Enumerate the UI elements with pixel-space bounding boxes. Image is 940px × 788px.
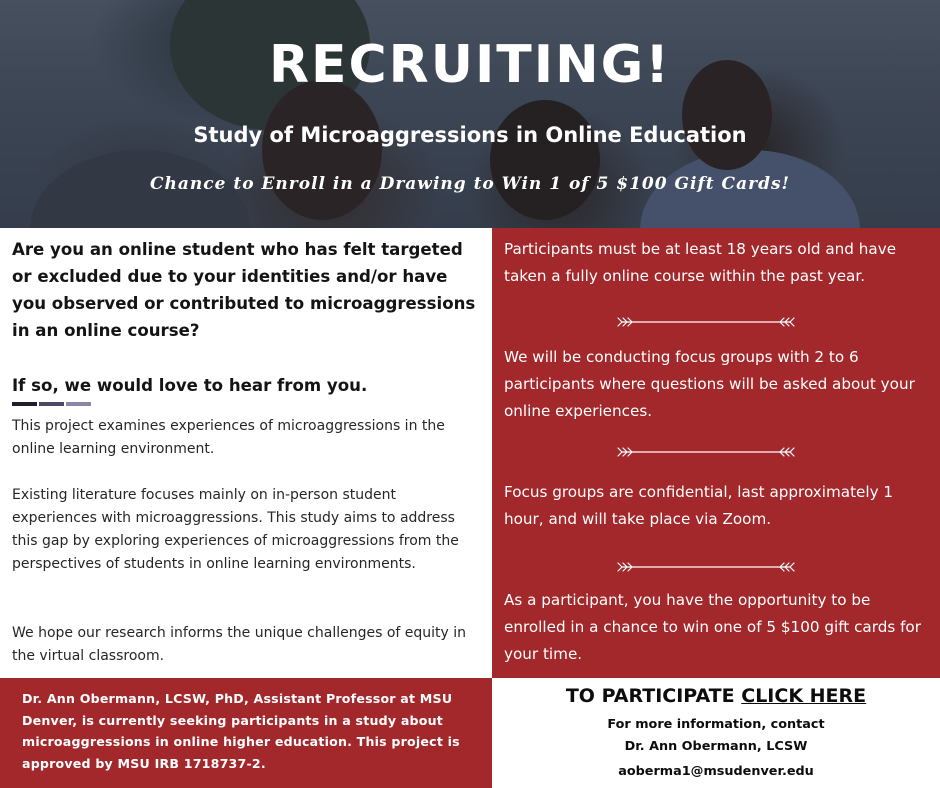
requirement-item: We will be conducting focus groups with 2 to 6 participants where questions will be asked about your online experiences. (504, 348, 915, 420)
contact-line: For more information, contact (607, 717, 825, 732)
hero-tagline: Chance to Enroll in a Drawing to Win 1 of 5 $100 Gift Cards! (150, 174, 790, 194)
requirement-item: As a participant, you have the opportunity to be enrolled in a chance to win one of 5 $100 gift cards for your time. (504, 591, 921, 663)
requirement-item: Participants must be at least 18 years old and have taken a fully online course within the past year. (504, 240, 897, 285)
arrow-divider-icon (616, 446, 796, 458)
hero-subtitle: Study of Microaggressions in Online Education (193, 123, 747, 147)
arrow-divider-icon (616, 561, 796, 573)
question-heading: Are you an online student who has felt targeted or excluded due to your identities and/or have you observed or contributed to microaggressions in an online course? (12, 240, 476, 340)
hero-title: RECRUITING! (268, 35, 672, 95)
pi-description: Dr. Ann Obermann, LCSW, PhD, Assistant Professor at MSU Denver, is currently seeking participants in a study about microaggressions in online higher education. This project is approved by MSU IRB 1718737-2. (22, 691, 460, 771)
body-paragraph: This project examines experiences of microaggressions in the online learning environment. (12, 418, 445, 457)
right-column (492, 228, 940, 678)
body-paragraph: We hope our research informs the unique challenges of equity in the virtual classroom. (12, 625, 467, 664)
click-here-link[interactable]: CLICK HERE (741, 685, 867, 707)
cta-prefix: TO PARTICIPATE (565, 685, 742, 707)
pi-info-panel (0, 678, 492, 788)
left-column (0, 228, 492, 678)
contact-name: Dr. Ann Obermann, LCSW (624, 739, 808, 754)
answer-heading: If so, we would love to hear from you. (12, 376, 368, 395)
arrow-divider-icon (616, 316, 796, 328)
contact-email[interactable]: aoberma1@msudenver.edu (618, 764, 814, 779)
section-divider (12, 402, 91, 406)
hero-banner (0, 0, 940, 228)
requirement-item: Focus groups are confidential, last approximately 1 hour, and will take place via Zoom. (504, 483, 894, 528)
contact-panel (492, 678, 940, 788)
cta-heading (492, 682, 940, 710)
body-paragraph: Existing literature focuses mainly on in-person student experiences with microaggressions. This study aims to address this gap by exploring experiences of microaggressions from the perspectives of students in online learning environments. (12, 487, 459, 572)
